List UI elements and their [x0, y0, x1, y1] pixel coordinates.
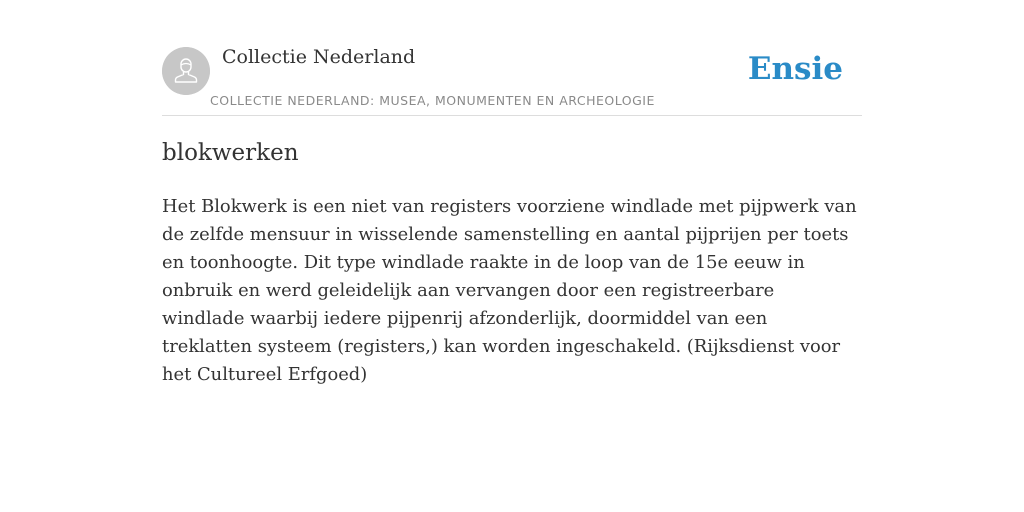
author-category[interactable]: COLLECTIE NEDERLAND: MUSEA, MONUMENTEN EN ARCHEOLOGIE — [210, 93, 655, 108]
content-container — [162, 0, 862, 385]
avatar[interactable] — [162, 47, 210, 95]
entry-header — [162, 0, 862, 116]
brand-logo[interactable]: Ensie — [747, 51, 843, 87]
author-name[interactable]: Collectie Nederland — [222, 46, 416, 68]
entry-body: Het Blokwerk is een niet van registers voorziene windlade met pijpwerk van de zelfde mensuur in wisselende samenstelling en aantal pijprijen per toets en toonhoogte. Dit type windlade raakte in de loop van de 15e eeuw in onbruik en werd geleidelijk aan vervangen door een registreerbare windlade waarbij iedere pijpenrij afzonderlijk, doormiddel van een treklatten systeem (registers,) kan worden ingeschakeld. (Rijksdienst voor het Cultureel Erfgoed) — [162, 196, 857, 385]
entry-title: blokwerken — [162, 140, 299, 166]
user-placeholder-icon — [162, 47, 210, 95]
